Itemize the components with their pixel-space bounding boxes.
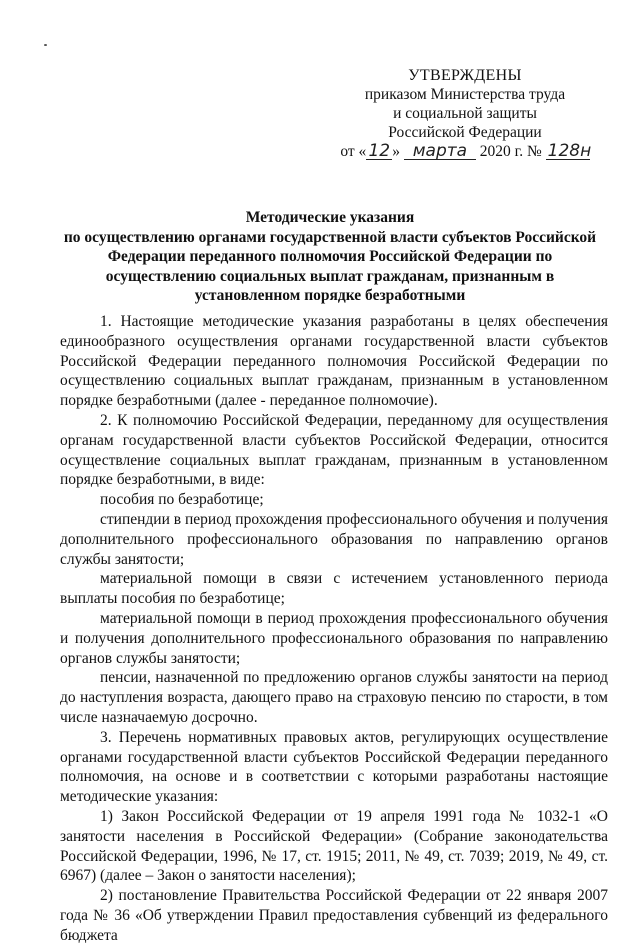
- approval-line-social: и социальной защиты: [393, 105, 537, 122]
- title-subtitle: по осуществлению органами государственной власти субъектов Российской Федерации переданного полномочия Российской Федерации по осуществлению социальных выплат гражданам, признанным в установленном порядке безработными: [63, 228, 597, 304]
- paragraph-1: 1. Настоящие методические указания разработаны в целях обеспечения единообразного осуществления органами государственной власти субъектов Российской Федерации переданного полномочия Российской Федерации по осуществлению социальных выплат гражданам, признанным в установленном порядке безработными (далее - переданное полномочие).: [60, 313, 608, 410]
- title-main: Методические указания: [245, 209, 415, 226]
- paragraph-3: 3. Перечень нормативных правовых актов, регулирующих осуществление органами государственной власти субъектов Российской Федерации переданного полномочия, на основе и в соответствии с которыми разработаны настоящие методические указания:: [60, 728, 608, 806]
- legal-act-2: 2) постановление Правительства Российской Федерации от 22 января 2007 года № 36 «Об утверждении Правил предоставления субвенций из федерального бюджета: [60, 887, 608, 944]
- document-title: [55, 208, 605, 306]
- scan-speck: [44, 44, 47, 46]
- approval-block: [330, 66, 600, 161]
- list-item-material-aid-expiry: материальной помощи в связи с истечением установленного периода выплаты пособия по безработице;: [60, 570, 608, 608]
- list-item-unemployment-benefit: пособия по безработице;: [100, 491, 264, 509]
- date-prefix: от «: [340, 143, 367, 160]
- handwritten-month: марта: [404, 143, 476, 160]
- document-body: [60, 312, 608, 946]
- date-mid: »: [392, 143, 401, 160]
- paragraph-2: 2. К полномочию Российской Федерации, переданному для осуществления органам государственной власти субъектов Российской Федерации, относится осуществление социальных выплат гражданам, признанным в установленном порядке безработными, в виде:: [60, 411, 608, 489]
- list-item-pension: пенсии, назначенной по предложению органов службы занятости на период до наступления возраста, дающего право на страховую пенсию по старости, в том числе назначаемую досрочно.: [60, 669, 608, 726]
- approval-heading: УТВЕРЖДЕНЫ: [408, 67, 522, 84]
- approval-line-federation: Российской Федерации: [388, 124, 542, 141]
- approval-date-line: [330, 142, 600, 161]
- handwritten-order-number: 128н: [547, 141, 592, 161]
- legal-act-1: 1) Закон Российской Федерации от 19 апреля 1991 года № 1032-1 «О занятости населения в Российской Федерации» (Собрание законодательства Российской Федерации, 1996, № 17, ст. 1915; 2011, № 49, ст. 7039; 2019, № 49, ст. 6967) (далее – Закон о занятости населения);: [60, 807, 608, 885]
- list-item-stipend: стипендии в период прохождения профессионального обучения и получения дополнительного профессионального образования по направлению органов службы занятости;: [60, 510, 608, 568]
- list-item-material-aid-training: материальной помощи в период прохождения профессионального обучения и получения дополнительного профессионального образования по направлению органов службы занятости;: [60, 609, 608, 667]
- year-text: 2020 г. №: [479, 143, 542, 160]
- approval-line-ministry: приказом Министерства труда: [364, 86, 566, 103]
- handwritten-day: 12: [366, 143, 392, 160]
